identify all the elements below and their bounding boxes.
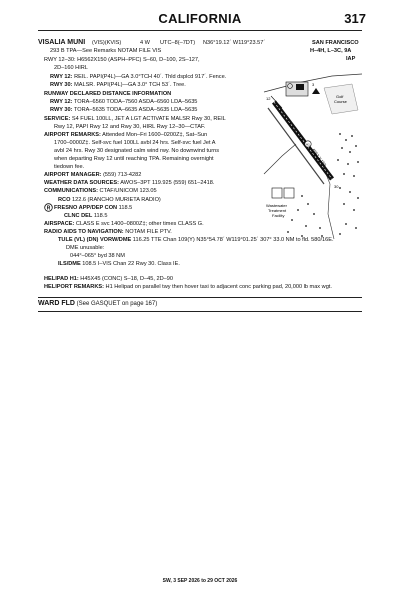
runway-dimensions-label: 6562 X 150 (311, 147, 328, 167)
airport-id: (VIS)(KVIS) (92, 40, 122, 46)
rwy-end-12-label: 12 (266, 96, 271, 101)
remarks-line-4: tiedown fee. (54, 164, 85, 170)
vor-text: 116.25 TTE Chan 109(Y) N35°54.78´ W119°01.25´ 307° 33.0 NM to fld. 580/16E. (132, 237, 334, 243)
golf-label-2: Course (334, 99, 347, 104)
airport-coords: N36°19.12´ W119°23.57´ (203, 40, 266, 46)
plant-label-2: Treatment (268, 208, 287, 213)
page-number: 317 (344, 11, 366, 26)
tower-label: 3 (312, 82, 315, 87)
ils-line (58, 261, 180, 268)
parallel-taxiway (268, 108, 324, 184)
heli-label: HELIPAD H1: (44, 276, 79, 282)
heli-rmk-label: HELIPORT REMARKS: (44, 284, 104, 290)
ils-text: 108.5 I–VIS Chan 22 Rwy 30. Class IE. (82, 261, 180, 267)
fresno-text: 118.5 (118, 205, 133, 211)
approach-control-icon (44, 203, 53, 212)
remarks-line-1: 1700–0000Z‡. Self-svc fuel 100LL avbl 24 hrs. Self-svc fuel Jet A (54, 140, 216, 146)
terminal-building (296, 84, 304, 90)
remarks-line (44, 132, 207, 139)
service-line (44, 116, 226, 123)
remarks-line-0: Attended Mon–Fri 1600–0200Z‡, Sat–Sun (102, 132, 208, 138)
ward-name: WARD FLD (38, 300, 75, 307)
ward-rule (38, 311, 362, 312)
rddi30-text: TORA–5635 TODA–6635 ASDA–5635 LDA–5635 (73, 107, 198, 113)
airspace-text: CLASS E svc 1400–0800Z‡; other times CLASS G. (75, 221, 204, 227)
rwy12-text: REIL. PAPI(P4L)—GA 3.0°TCH 40´. Thld dsplcd 917´. Fence. (74, 74, 227, 80)
radio-line (44, 229, 172, 236)
rddi12-line (50, 99, 197, 106)
rco-text: 122.6 (RANCHO MURIETA RADIO) (72, 197, 161, 203)
remarks-line-3: when departing Rwy 12 until reaching TPA. Remaining overnight (54, 156, 214, 162)
heli-rmk-line (44, 284, 332, 291)
rddi12-text: TORA–6560 TODA–7560 ASDA–6560 LDA–5635 (73, 99, 198, 105)
remarks-label: AIRPORT REMARKS: (44, 132, 101, 138)
rwy-1230: RWY 12–30: H6562X150 (ASPH–PFC) S–60, D–100, 2S–127, (44, 57, 200, 63)
rddi30-label: RWY 30: (50, 107, 73, 113)
treatment-pond-2 (284, 188, 294, 198)
ils-label: ILS/DME (58, 261, 81, 267)
section-rule (38, 297, 362, 298)
header-rule (38, 30, 362, 31)
airport-region: SAN FRANCISCO (312, 40, 359, 46)
tower-icon (312, 88, 320, 94)
rwy30-text: MALSR. PAPI(P4L)—GA 3.0° TCH 53´. Tree. (74, 82, 186, 88)
weather-label: WEATHER DATA SOURCES: (44, 180, 119, 186)
airport-utc: UTC–8(–7DT) (160, 40, 196, 46)
fresno-line (54, 205, 132, 212)
airspace-line (44, 221, 204, 228)
rddi12-label: RWY 12: (50, 99, 73, 105)
comm-text: CTAF/UNICOM 123.05 (99, 188, 157, 194)
comm-label: COMMUNICATIONS: (44, 188, 98, 194)
rddi30-line (50, 107, 197, 114)
golf-label-1: Golf (336, 94, 344, 99)
ward-entry (38, 300, 157, 307)
remarks-line-2: avbl 24 hrs. Rwy 30 designated calm wind rwy. No downwind turns (54, 148, 219, 154)
dme-line1: DME unusable: (66, 245, 105, 251)
clnc-text: 118.5 (93, 213, 108, 219)
rwy30-label: RWY 30: (50, 82, 73, 88)
radio-label: RADIO AIDS TO NAVIGATION: (44, 229, 124, 235)
page-header (0, 0, 400, 30)
plant-label-1: Wastewater (266, 203, 287, 208)
access-road (264, 144, 296, 174)
state-title: CALIFORNIA (158, 11, 242, 26)
radio-text: NOTAM FILE PTV. (125, 229, 172, 235)
clnc-label: CLNC DEL (64, 213, 93, 219)
helipad-label: H1 (306, 142, 310, 147)
plant-label-3: Facility (272, 213, 285, 218)
rwy30-line (50, 82, 186, 89)
treatment-pond-1 (272, 188, 282, 198)
airport-loc: 4 W (140, 40, 150, 46)
ward-text: (See GASQUET on page 167) (76, 301, 158, 307)
service-label: SERVICE: (44, 116, 71, 122)
service-line2: Rwy 12, PAPI Rwy 12 and Rwy 30, HIRL Rwy 12–30—CTAF. (54, 124, 206, 130)
effective-dates-footer: SW, 3 SEP 2026 to 29 OCT 2026 (162, 578, 238, 584)
heli-text: H45X45 (CONC) S–18, D–45, 2D–90 (80, 276, 173, 282)
manager-label: AIRPORT MANAGER: (44, 172, 102, 178)
airport-diagram (262, 64, 364, 244)
iap-label: IAP (346, 56, 356, 62)
comm-line (44, 188, 157, 195)
fresno-label: FRESNO APP/DEP CON (54, 205, 118, 211)
service-text: S4 FUEL 100LL, JET A LGT ACTIVATE MALSR Rwy 30, REIL (71, 116, 226, 122)
clnc-line (64, 213, 107, 220)
manager-line (44, 172, 141, 179)
rwy-end-30-label: 30 (334, 184, 339, 189)
airport-line2: 293 B TPA—See Remarks NOTAM FILE VIS (50, 48, 162, 54)
heli-rmk-text: H1 Helipad on parallel twy then hover taxi to adjacent conc parking pad, 20,000 lb max wgt. (105, 284, 332, 290)
manager-text: (559) 713-4282 (103, 172, 142, 178)
chart-refs: H–4H, L–3C, 9A (310, 48, 352, 54)
dme-line2: 044°–065° byd 38 NM (70, 253, 125, 259)
rwy12-label: RWY 12: (50, 74, 73, 80)
svg-text:R: R (46, 205, 51, 212)
vor-label: TULE (VL) (DN) VORW/DME (58, 237, 132, 243)
airspace-label: AIRSPACE: (44, 221, 75, 227)
rddi-label: RUNWAY DECLARED DISTANCE INFORMATION (44, 91, 172, 97)
rco-label: RCO (58, 197, 71, 203)
weather-line (44, 180, 214, 187)
weather-text: AWOS–3PT 119.925 (559) 651–2418. (120, 180, 215, 186)
rwy12-line (50, 74, 226, 81)
rco-line (58, 197, 161, 204)
rwy-1230b: 2D–160 HIRL (54, 65, 88, 71)
heli-line (44, 276, 173, 283)
airport-name: VISALIA MUNI (38, 39, 86, 46)
